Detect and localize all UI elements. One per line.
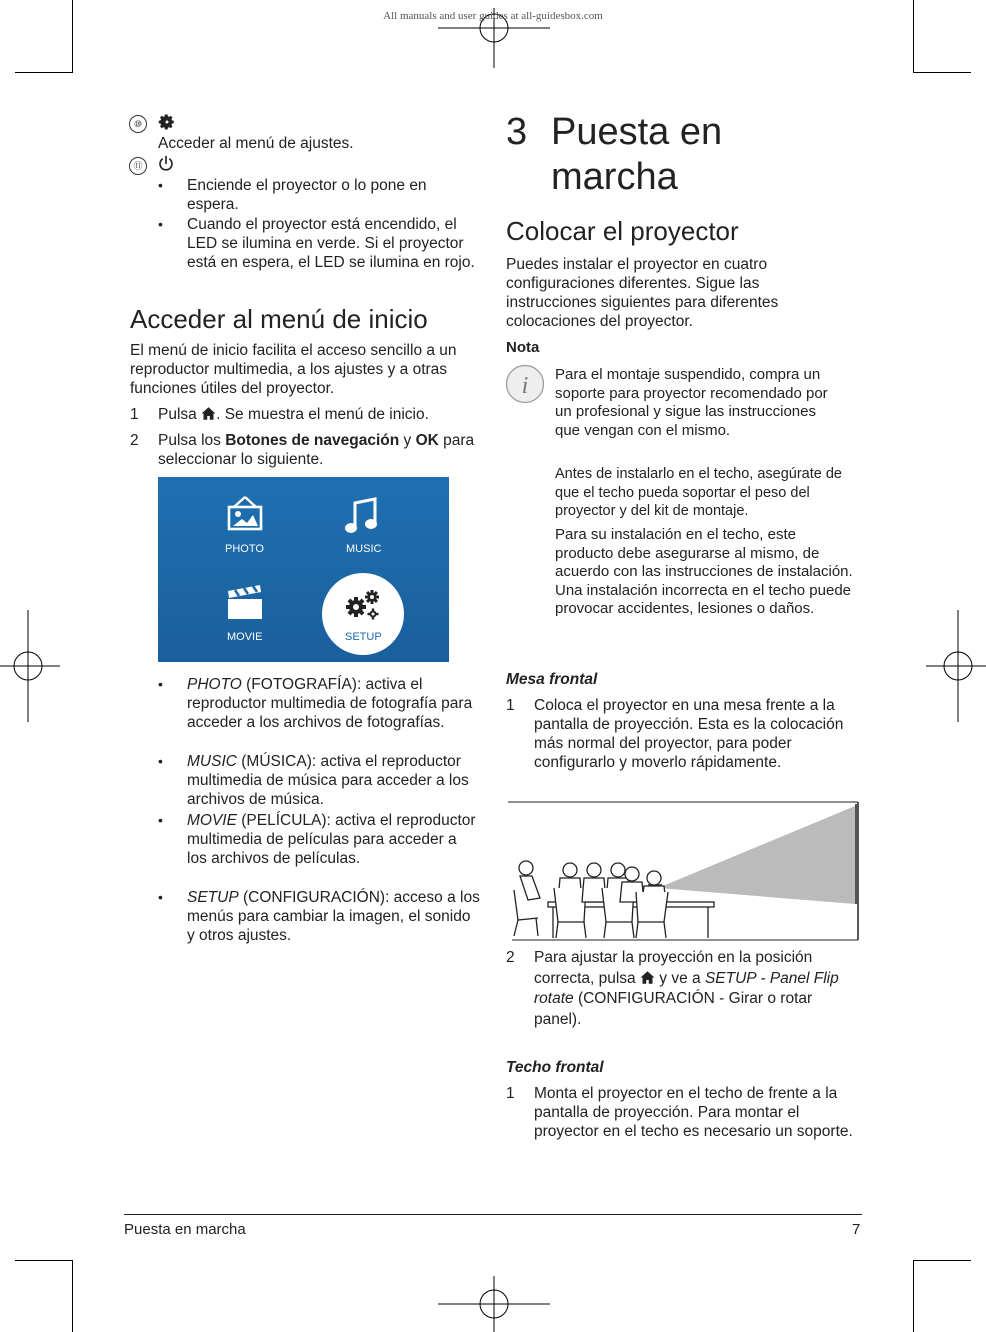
gears-icon [342, 587, 382, 623]
option-desc: (FOTOGRAFÍA): activa el reproductor multimedia de fotografía para acceder a los archivos de fotografías. [187, 676, 473, 731]
chapter-number: 3 [506, 111, 528, 153]
bullet-dot: • [158, 216, 163, 232]
note-paragraph-1: Para el montaje suspendido, compra un soporte para proyector recomendado por un profesional y sigue las instrucciones que vengan con el mismo. [555, 366, 828, 439]
bullet-dot: • [158, 889, 163, 905]
option-desc: (CONFIGURACIÓN): acceso a los menús para cambiar la imagen, el sonido y otros ajustes. [187, 889, 480, 944]
step-1-pre: Pulsa [158, 406, 202, 423]
front-table-step-2 [534, 948, 856, 1030]
note-paragraph-2: Antes de instalarlo en el techo, asegúrate de que el techo pueda soportar el peso del proyector y del kit de montaje. [555, 466, 842, 519]
option-term: MOVIE [187, 812, 237, 829]
info-icon [505, 364, 545, 404]
step-text: Para ajustar la proyección en la posición correcta, pulsa [534, 949, 813, 987]
step-text: y ve a [654, 969, 705, 987]
watermark: All manuals and user guides at all-guidesbox.com [383, 10, 603, 22]
svg-text:i: i [521, 373, 529, 399]
chapter-title-line-1: Puesta en [551, 111, 723, 153]
registration-mark-right [926, 610, 986, 722]
section-heading-home-menu: Acceder al menú de inicio [130, 304, 428, 334]
option-movie [187, 811, 477, 868]
front-ceiling-step-1-number: 1 [506, 1085, 515, 1102]
front-ceiling-step-1: Monta el proyector en el techo de frente a la pantalla de proyección. Para montar el proyector en el techo es necesario un soporte. [534, 1085, 853, 1140]
photo-icon [226, 495, 264, 531]
menu-label-setup: SETUP [345, 631, 382, 643]
item-number-11: ⑪ [129, 157, 147, 175]
item10-text: Acceder al menú de ajustes. [158, 135, 354, 152]
menu-label-movie: MOVIE [227, 631, 263, 643]
step-2-text [158, 431, 478, 469]
step-1-post: . Se muestra el menú de inicio. [216, 406, 429, 423]
bullet-dot: • [158, 812, 163, 828]
setup-path-term: SETUP - Panel Flip rotate [534, 969, 839, 1007]
section-heading-placement: Colocar el proyector [506, 216, 739, 246]
option-setup [187, 888, 481, 945]
home-icon [640, 970, 655, 985]
option-music [187, 752, 483, 809]
step-text: (CONFIGURACIÓN - Girar o rotar panel). [534, 990, 813, 1028]
ok-term: OK [415, 432, 439, 449]
item11-bullet-2: Cuando el proyector está encendido, el LED se ilumina en verde. Si el proyector está en espera, el LED se ilumina en rojo. [187, 216, 475, 271]
nav-buttons-term: Botones de navegación [225, 432, 400, 449]
subheading-front-ceiling: Techo frontal [506, 1059, 604, 1076]
footer-rule [124, 1214, 862, 1215]
front-table-step-1-number: 1 [506, 697, 515, 714]
note-label: Nota [506, 339, 540, 356]
option-term: PHOTO [187, 676, 242, 693]
movie-icon [226, 585, 264, 621]
option-term: SETUP [187, 889, 239, 906]
menu-label-music: MUSIC [346, 543, 382, 555]
chapter-title-line-2: marcha [551, 156, 678, 198]
setup-tile-selected[interactable] [322, 573, 404, 655]
step-2-post: para seleccionar lo siguiente. [158, 432, 475, 468]
option-desc: (PELÍCULA): activa el reproductor multimedia de películas para acceder a los archivos de películas. [187, 812, 476, 867]
bullet-dot: • [158, 753, 163, 769]
home-icon [201, 406, 216, 421]
home-menu-intro: El menú de inicio facilita el acceso sencillo a un reproductor multimedia, a los ajustes y a otras funciones útiles del proyector. [130, 342, 457, 397]
home-menu-screenshot [158, 477, 449, 662]
page-number: 7 [852, 1221, 861, 1238]
item11-bullet-1: Enciende el proyector o lo pone en espera. [187, 177, 427, 213]
registration-mark-left [0, 610, 60, 722]
music-icon [344, 497, 378, 535]
option-term: MUSIC [187, 753, 237, 770]
note-paragraph-3: Para su instalación en el techo, este producto debe asegurarse al mismo, de acuerdo con las instrucciones de instalación. Una instalación incorrecta en el techo puede provocar accidentes, lesiones o daños. [555, 526, 853, 617]
front-table-step-2-number: 2 [506, 949, 515, 966]
step-2-pre: Pulsa los [158, 432, 226, 449]
option-photo [187, 675, 477, 732]
step-number-2: 2 [130, 432, 139, 449]
step-1-text [158, 405, 478, 424]
front-table-illustration [508, 800, 860, 942]
step-2-mid: y [399, 432, 416, 449]
item-number-10: ⑩ [129, 115, 147, 133]
power-icon [157, 155, 175, 173]
subheading-front-table: Mesa frontal [506, 671, 598, 688]
menu-label-photo: PHOTO [225, 543, 264, 555]
registration-mark-bottom [438, 1276, 550, 1332]
bullet-dot: • [158, 177, 163, 193]
bullet-dot: • [158, 676, 163, 692]
option-desc: (MÚSICA): activa el reproductor multimedia de música para acceder a los archivos de música. [187, 753, 469, 808]
placement-intro: Puedes instalar el proyector en cuatro configuraciones diferentes. Sigue las instrucciones siguientes para diferentes colocaciones del proyector. [506, 256, 779, 330]
gear-icon [158, 113, 176, 131]
step-number-1: 1 [130, 406, 139, 423]
front-table-step-1: Coloca el proyector en una mesa frente a la pantalla de proyección. Esta es la colocación más normal del proyector, para poder configurarlo y moverlo rápidamente. [534, 697, 844, 771]
footer-section-title: Puesta en marcha [124, 1221, 246, 1238]
